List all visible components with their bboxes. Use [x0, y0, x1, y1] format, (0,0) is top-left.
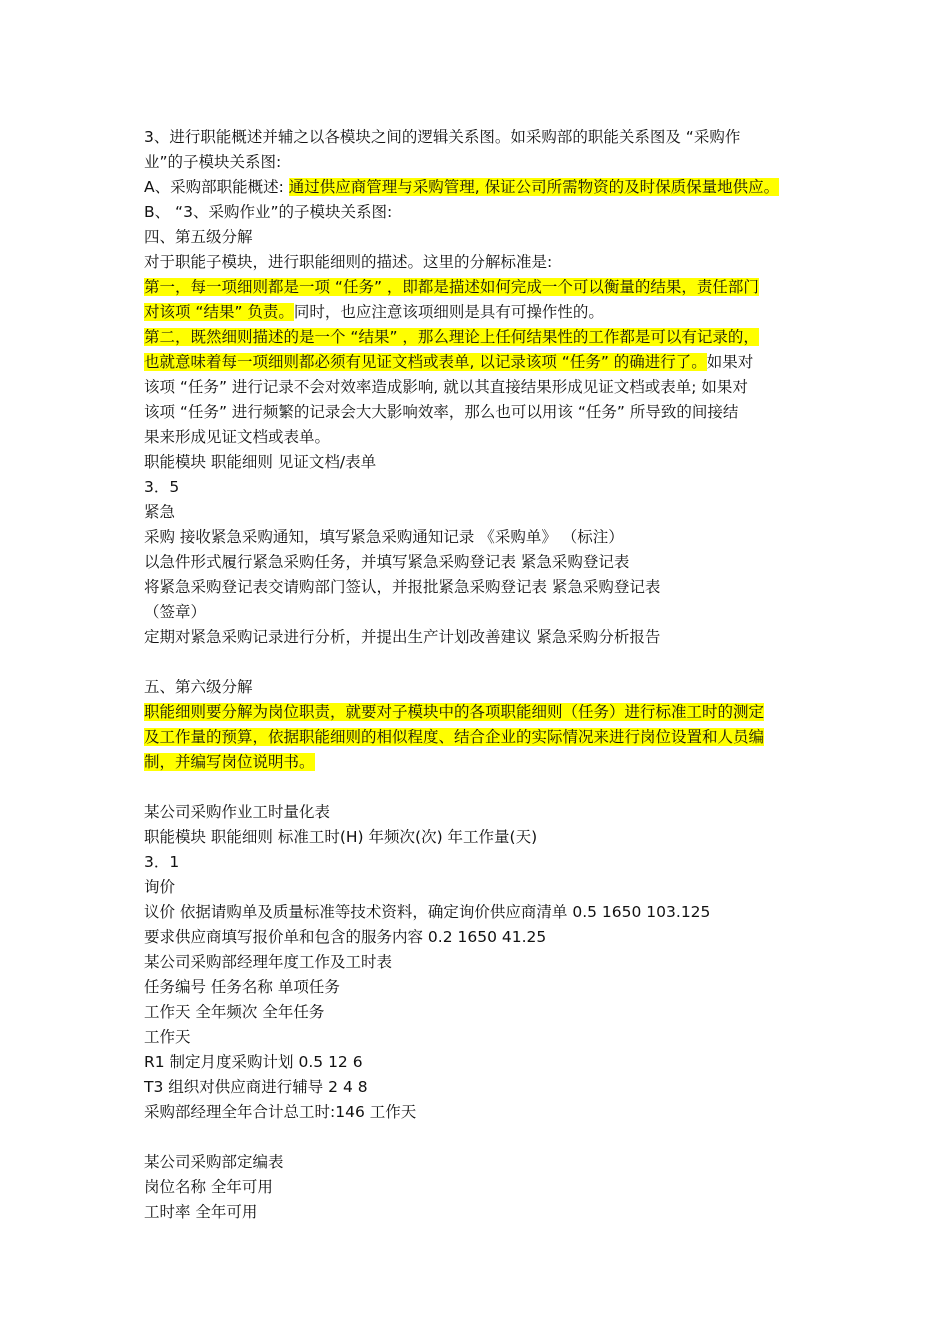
text-line [144, 600, 816, 625]
text-segment: 3．5 [144, 478, 180, 496]
text-segment: 以急件形式履行紧急采购任务，并填写紧急采购登记表 紧急采购登记表 [144, 553, 630, 571]
text-segment: 同时，也应注意该项细则是具有可操作性的。 [293, 303, 604, 321]
text-segment: 3．1 [144, 853, 180, 871]
text-line [144, 425, 816, 450]
text-segment: 职能模块 职能细则 见证文档/表单 [144, 453, 377, 471]
text-segment: 工作天 [144, 1028, 191, 1046]
text-segment: 紧急 [144, 503, 176, 521]
text-line [144, 975, 816, 1000]
text-line [144, 550, 816, 575]
text-line [144, 225, 816, 250]
text-line [144, 175, 816, 200]
text-line [144, 125, 816, 150]
text-line [144, 825, 816, 850]
text-line [144, 800, 816, 825]
text-line [144, 1025, 816, 1050]
text-line [144, 300, 816, 325]
highlighted-text: 第一，每一项细则都是一项 “任务” ，即都是描述如何完成一个可以衡量的结果，责任部门 [144, 278, 759, 296]
text-segment: 果来形成见证文档或表单。 [144, 428, 331, 446]
text-segment: 询价 [144, 878, 176, 896]
text-segment: 将紧急采购登记表交请购部门签认，并报批紧急采购登记表 紧急采购登记表 [144, 578, 661, 596]
text-segment: R1 制定月度采购计划 0.5 12 6 [144, 1053, 363, 1071]
text-line [144, 875, 816, 900]
highlighted-text: 对该项 “结果” 负责。 [144, 303, 294, 321]
text-line [144, 1075, 816, 1100]
text-line [144, 275, 816, 300]
text-line [144, 150, 816, 175]
document-page [144, 125, 816, 1225]
text-segment: 四、第五级分解 [144, 228, 253, 246]
text-line [144, 250, 816, 275]
text-segment: 定期对紧急采购记录进行分析，并提出生产计划改善建议 紧急采购分析报告 [144, 628, 661, 646]
text-segment: 如果对 [706, 353, 754, 371]
text-line [144, 675, 816, 700]
blank-line [144, 775, 816, 800]
text-line [144, 475, 816, 500]
text-line [144, 900, 816, 925]
text-segment: 岗位名称 全年可用 [144, 1178, 273, 1196]
highlighted-text: 制，并编写岗位说明书。 [144, 753, 315, 771]
text-segment: 工作天 全年频次 全年任务 [144, 1003, 325, 1021]
text-segment: A、采购部职能概述: [144, 178, 289, 196]
text-segment: 对于职能子模块，进行职能细则的描述。这里的分解标准是: [144, 253, 553, 271]
text-line [144, 850, 816, 875]
highlighted-text: 也就意味着每一项细则都必须有见证文档或表单, 以记录该项 “任务” 的确进行了。 [144, 353, 707, 371]
text-line [144, 1150, 816, 1175]
text-line [144, 950, 816, 975]
text-line [144, 1000, 816, 1025]
text-line [144, 400, 816, 425]
text-segment: 3、进行职能概述并辅之以各模块之间的逻辑关系图。如采购部的职能关系图及 “采购作 [144, 128, 741, 146]
blank-line [144, 650, 816, 675]
text-line [144, 325, 816, 350]
text-line [144, 1175, 816, 1200]
text-segment: 采购部经理全年合计总工时:146 工作天 [144, 1103, 417, 1121]
text-line [144, 525, 816, 550]
text-segment: 工时率 全年可用 [144, 1203, 258, 1221]
highlighted-text: 第二，既然细则描述的是一个 “结果” ，那么理论上任何结果性的工作都是可以有记录的， [144, 328, 759, 346]
highlighted-text: 职能细则要分解为岗位职责，就要对子模块中的各项职能细则（任务）进行标准工时的测定 [144, 703, 765, 721]
text-line [144, 575, 816, 600]
text-line [144, 375, 816, 400]
blank-line [144, 1125, 816, 1150]
text-line [144, 450, 816, 475]
text-segment: 该项 “任务” 进行记录不会对效率造成影响, 就以其直接结果形成见证文档或表单; 如果对 [144, 378, 748, 396]
text-segment: 任务编号 任务名称 单项任务 [144, 978, 340, 996]
highlighted-text: 通过供应商管理与采购管理, 保证公司所需物资的及时保质保量地供应。 [288, 178, 780, 196]
text-line [144, 1200, 816, 1225]
text-line [144, 750, 816, 775]
text-segment: 某公司采购部经理年度工作及工时表 [144, 953, 393, 971]
text-segment: 议价 依据请购单及质量标准等技术资料，确定询价供应商清单 0.5 1650 103.125 [144, 903, 711, 921]
text-line [144, 500, 816, 525]
text-line [144, 725, 816, 750]
text-line [144, 1050, 816, 1075]
text-segment: （签章） [144, 603, 207, 621]
text-segment: 五、第六级分解 [144, 678, 253, 696]
text-segment: B、 “3、采购作业”的子模块关系图: [144, 203, 393, 221]
text-segment: 要求供应商填写报价单和包含的服务内容 0.2 1650 41.25 [144, 928, 547, 946]
highlighted-text: 及工作量的预算，依据职能细则的相似程度、结合企业的实际情况来进行岗位设置和人员编 [144, 728, 765, 746]
text-line [144, 1100, 816, 1125]
text-line [144, 200, 816, 225]
text-line [144, 700, 816, 725]
text-segment: 职能模块 职能细则 标准工时(H) 年频次(次) 年工作量(天) [144, 828, 538, 846]
text-segment: 业”的子模块关系图: [144, 153, 282, 171]
text-segment: 某公司采购作业工时量化表 [144, 803, 331, 821]
text-line [144, 625, 816, 650]
text-line [144, 350, 816, 375]
text-segment: 该项 “任务” 进行频繁的记录会大大影响效率，那么也可以用该 “任务” 所导致的间接结 [144, 403, 739, 421]
text-segment: T3 组织对供应商进行辅导 2 4 8 [144, 1078, 368, 1096]
text-segment: 采购 接收紧急采购通知，填写紧急采购通知记录 《采购单》 （标注） [144, 528, 624, 546]
text-segment: 某公司采购部定编表 [144, 1153, 284, 1171]
text-line [144, 925, 816, 950]
